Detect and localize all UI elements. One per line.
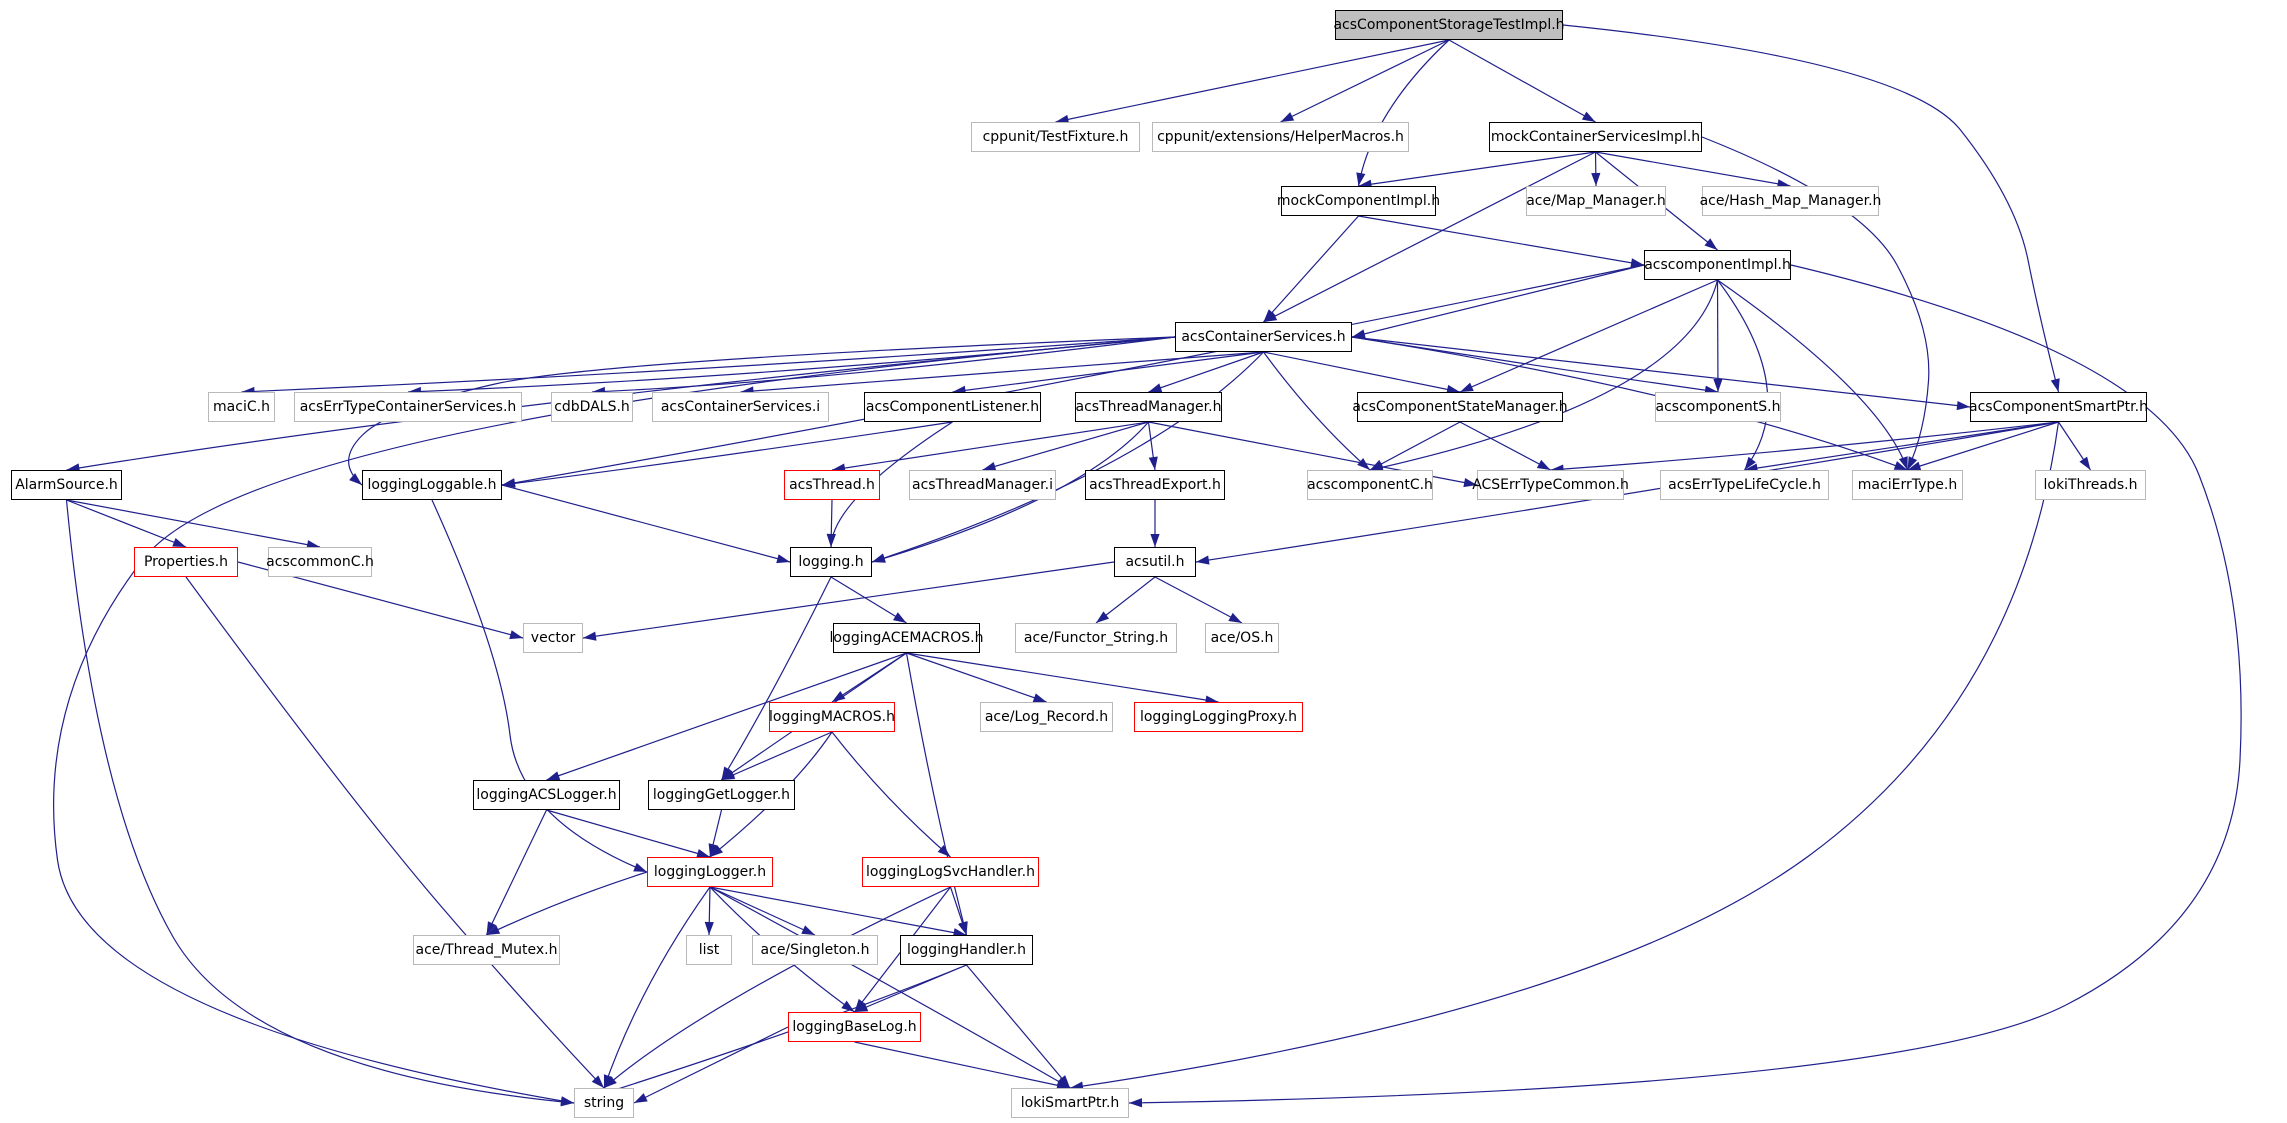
node-component-smart-ptr[interactable]: acsComponentSmartPtr.h <box>1970 392 2147 422</box>
node-logging-proxy[interactable]: loggingLoggingProxy.h <box>1134 702 1303 732</box>
arrowhead-logger-to-list <box>705 922 714 935</box>
edge-logger-to-singleton <box>710 887 815 935</box>
edge-acscomponent-impl-to-err-lifecycle <box>1718 280 1768 470</box>
edge-ace-macros-to-handler <box>907 653 967 935</box>
node-ace-os[interactable]: ace/OS.h <box>1205 623 1279 653</box>
edge-component-smart-ptr-to-loki-smart-ptr <box>1070 422 2059 1088</box>
arrowhead-acsutil-to-ace-os <box>1228 613 1242 623</box>
node-component-listener[interactable]: acsComponentListener.h <box>864 392 1041 422</box>
node-acs-logger[interactable]: loggingACSLogger.h <box>473 780 620 810</box>
edge-mock-component-to-acscomponent-impl <box>1359 216 1645 265</box>
edge-acscomponent-impl-to-acscomponent-s <box>1718 280 1719 392</box>
arrowhead-alarm-source-to-properties <box>172 538 186 547</box>
node-mock-container[interactable]: mockContainerServicesImpl.h <box>1489 122 1702 152</box>
node-component-state-manager[interactable]: acsComponentStateManager.h <box>1357 392 1563 422</box>
node-vector[interactable]: vector <box>523 623 583 653</box>
edge-logger-to-string <box>604 887 710 1088</box>
arrowhead-storage-test-to-mock-container <box>1582 112 1596 122</box>
node-functor-string[interactable]: ace/Functor_String.h <box>1015 623 1177 653</box>
node-ace-macros[interactable]: loggingACEMACROS.h <box>833 623 980 653</box>
arrowhead-ace-macros-to-log-record <box>1033 693 1047 702</box>
node-log-record[interactable]: ace/Log_Record.h <box>980 702 1113 732</box>
edge-mock-component-to-acs-container-services <box>1264 216 1359 322</box>
edge-storage-test-to-mock-container <box>1449 40 1596 122</box>
edge-acscomponent-impl-to-component-state-manager <box>1460 280 1718 392</box>
node-maci-err[interactable]: maciErrType.h <box>1852 470 1963 500</box>
edge-alarm-source-to-acscommon-c <box>67 500 321 547</box>
node-alarm-source[interactable]: AlarmSource.h <box>11 470 122 500</box>
edge-logging-to-get-logger <box>722 577 832 780</box>
node-thread-manager-i[interactable]: acsThreadManager.i <box>909 470 1056 500</box>
edge-loggable-to-logging <box>502 485 790 562</box>
edge-acs-logger-to-thread-mutex <box>487 810 547 935</box>
edge-acscomponent-impl-to-loggable <box>502 265 1644 485</box>
edge-acscomponent-impl-to-acscomponent-c <box>1370 280 1718 470</box>
node-acs-err-common[interactable]: ACSErrTypeCommon.h <box>1477 470 1624 500</box>
arrowhead-component-state-manager-to-acs-err-common <box>1537 460 1551 470</box>
node-maci-c[interactable]: maciC.h <box>208 392 275 422</box>
arrowhead-acs-container-services-to-thread-manager <box>1149 383 1163 392</box>
edge-acs-container-services-to-acscomponent-s <box>1352 337 1718 392</box>
arrowhead-mock-container-to-acscomponent-impl <box>1704 238 1717 250</box>
node-thread-export[interactable]: acsThreadExport.h <box>1085 470 1225 500</box>
node-thread-manager[interactable]: acsThreadManager.h <box>1075 392 1222 422</box>
node-loggable[interactable]: loggingLoggable.h <box>362 470 502 500</box>
node-helper-macros[interactable]: cppunit/extensions/HelperMacros.h <box>1152 122 1409 152</box>
arrowhead-thread-manager-to-logging <box>872 554 886 563</box>
node-acscomponent-s[interactable]: acscomponentS.h <box>1655 392 1781 422</box>
edge-storage-test-to-helper-macros <box>1281 40 1450 122</box>
arrowhead-thread-manager-to-thread-export <box>1149 457 1158 470</box>
node-loki-smart-ptr[interactable]: lokiSmartPtr.h <box>1011 1088 1129 1118</box>
edge-alarm-source-to-properties <box>67 500 187 547</box>
arrowhead-component-smart-ptr-to-acsutil <box>1196 555 1210 564</box>
arrowhead-loggable-to-logging <box>776 554 790 563</box>
node-logger[interactable]: loggingLogger.h <box>647 857 773 887</box>
arrowhead-acscomponent-impl-to-acscomponent-s <box>1713 379 1722 392</box>
edge-base-log-to-string <box>634 1027 788 1103</box>
arrowhead-storage-test-to-component-smart-ptr <box>2051 378 2060 392</box>
node-string[interactable]: string <box>574 1088 634 1118</box>
arrowhead-storage-test-to-helper-macros <box>1281 112 1295 122</box>
edge-component-listener-to-loggable <box>502 422 953 485</box>
node-get-logger[interactable]: loggingGetLogger.h <box>648 780 795 810</box>
edge-mock-container-to-acs-container-services <box>1264 152 1596 322</box>
node-loki-threads[interactable]: lokiThreads.h <box>2035 470 2146 500</box>
edge-acs-container-services-to-component-state-manager <box>1264 352 1461 392</box>
edge-loggable-to-logger <box>432 500 647 872</box>
edge-properties-to-string <box>186 577 604 1088</box>
node-ace-map-manager[interactable]: ace/Map_Manager.h <box>1526 186 1666 216</box>
arrowhead-loggable-to-logger <box>633 863 647 872</box>
arrowhead-thread-export-to-acsutil <box>1150 534 1159 547</box>
edge-acs-container-services-to-thread-manager <box>1149 352 1264 392</box>
arrowhead-logging-to-ace-macros <box>893 612 906 623</box>
edge-acscomponent-impl-to-acs-container-services <box>1352 265 1644 337</box>
node-mock-component[interactable]: mockComponentImpl.h <box>1281 186 1436 216</box>
node-thread-mutex[interactable]: ace/Thread_Mutex.h <box>413 935 560 965</box>
edge-component-state-manager-to-acscomponent-c <box>1370 422 1460 470</box>
edge-ace-macros-to-logging-proxy <box>907 653 1219 702</box>
arrowhead-acsutil-to-vector <box>583 632 597 641</box>
node-container-services-i[interactable]: acsContainerServices.i <box>652 392 829 422</box>
node-acscomponent-c[interactable]: acscomponentC.h <box>1307 470 1433 500</box>
arrowhead-acscomponent-impl-to-loki-smart-ptr <box>1129 1098 1142 1107</box>
node-logging[interactable]: logging.h <box>790 547 872 577</box>
node-cdb-dal-s[interactable]: cdbDALS.h <box>551 392 633 422</box>
node-acs-container-services[interactable]: acsContainerServices.h <box>1175 322 1352 352</box>
edge-logging-macros-to-log-svc-handler <box>832 732 951 857</box>
node-logging-macros[interactable]: loggingMACROS.h <box>769 702 895 732</box>
edge-logger-to-handler <box>710 887 967 935</box>
edge-logging-to-ace-macros <box>831 577 907 623</box>
edge-acs-container-services-to-logging <box>872 352 1264 562</box>
edge-mock-container-to-ace-hash-map-manager <box>1596 152 1791 186</box>
arrowhead-acs-container-services-to-loggable <box>349 473 362 485</box>
node-acscomponent-impl[interactable]: acscomponentImpl.h <box>1644 250 1791 280</box>
arrowhead-acscomponent-impl-to-component-state-manager <box>1460 383 1474 392</box>
node-storage-test[interactable]: acsComponentStorageTestImpl.h <box>1335 10 1563 40</box>
node-acs-thread[interactable]: acsThread.h <box>784 470 880 500</box>
arrowhead-base-log-to-string <box>634 1093 648 1103</box>
edge-mock-container-to-mock-component <box>1359 152 1596 186</box>
node-acs-err-container[interactable]: acsErrTypeContainerServices.h <box>294 392 522 422</box>
node-handler[interactable]: loggingHandler.h <box>900 935 1033 965</box>
arrowhead-logger-to-singleton <box>801 925 815 935</box>
edge-acs-logger-to-logger <box>547 810 711 857</box>
node-err-lifecycle[interactable]: acsErrTypeLifeCycle.h <box>1660 470 1829 500</box>
node-test-fixture[interactable]: cppunit/TestFixture.h <box>971 122 1140 152</box>
node-acsutil[interactable]: acsutil.h <box>1114 547 1196 577</box>
edge-logger-to-loki-smart-ptr <box>710 887 1070 1088</box>
edge-acscomponent-impl-to-loki-smart-ptr <box>1129 265 2241 1103</box>
edge-ace-macros-to-log-record <box>907 653 1047 702</box>
node-log-svc-handler[interactable]: loggingLogSvcHandler.h <box>862 857 1039 887</box>
node-ace-hash-map-manager[interactable]: ace/Hash_Map_Manager.h <box>1702 186 1879 216</box>
edge-acsutil-to-ace-os <box>1155 577 1242 623</box>
node-properties[interactable]: Properties.h <box>134 547 238 577</box>
arrowhead-ace-macros-to-acs-logger <box>547 771 561 780</box>
node-singleton[interactable]: ace/Singleton.h <box>752 935 878 965</box>
arrowhead-alarm-source-to-string <box>561 1097 574 1106</box>
arrowhead-mock-container-to-ace-map-manager <box>1591 173 1600 186</box>
arrowhead-acs-container-services-to-component-smart-ptr <box>1957 401 1970 410</box>
arrowhead-component-smart-ptr-to-loki-threads <box>2079 457 2090 470</box>
node-base-log[interactable]: loggingBaseLog.h <box>788 1012 921 1042</box>
edge-logging-macros-to-get-logger <box>722 732 833 780</box>
node-list[interactable]: list <box>686 935 732 965</box>
node-acscommon-c[interactable]: acscommonC.h <box>268 547 372 577</box>
edge-component-smart-ptr-to-err-lifecycle <box>1745 422 2059 470</box>
edge-component-state-manager-to-acs-err-common <box>1460 422 1551 470</box>
arrowhead-acsutil-to-functor-string <box>1096 611 1109 623</box>
arrowhead-acs-thread-to-logging <box>827 534 836 547</box>
edge-logger-to-thread-mutex <box>487 872 648 935</box>
edge-acs-container-services-to-maci-c <box>242 337 1176 392</box>
arrowhead-properties-to-vector <box>509 630 523 639</box>
edge-component-smart-ptr-to-maci-err <box>1908 422 2059 470</box>
